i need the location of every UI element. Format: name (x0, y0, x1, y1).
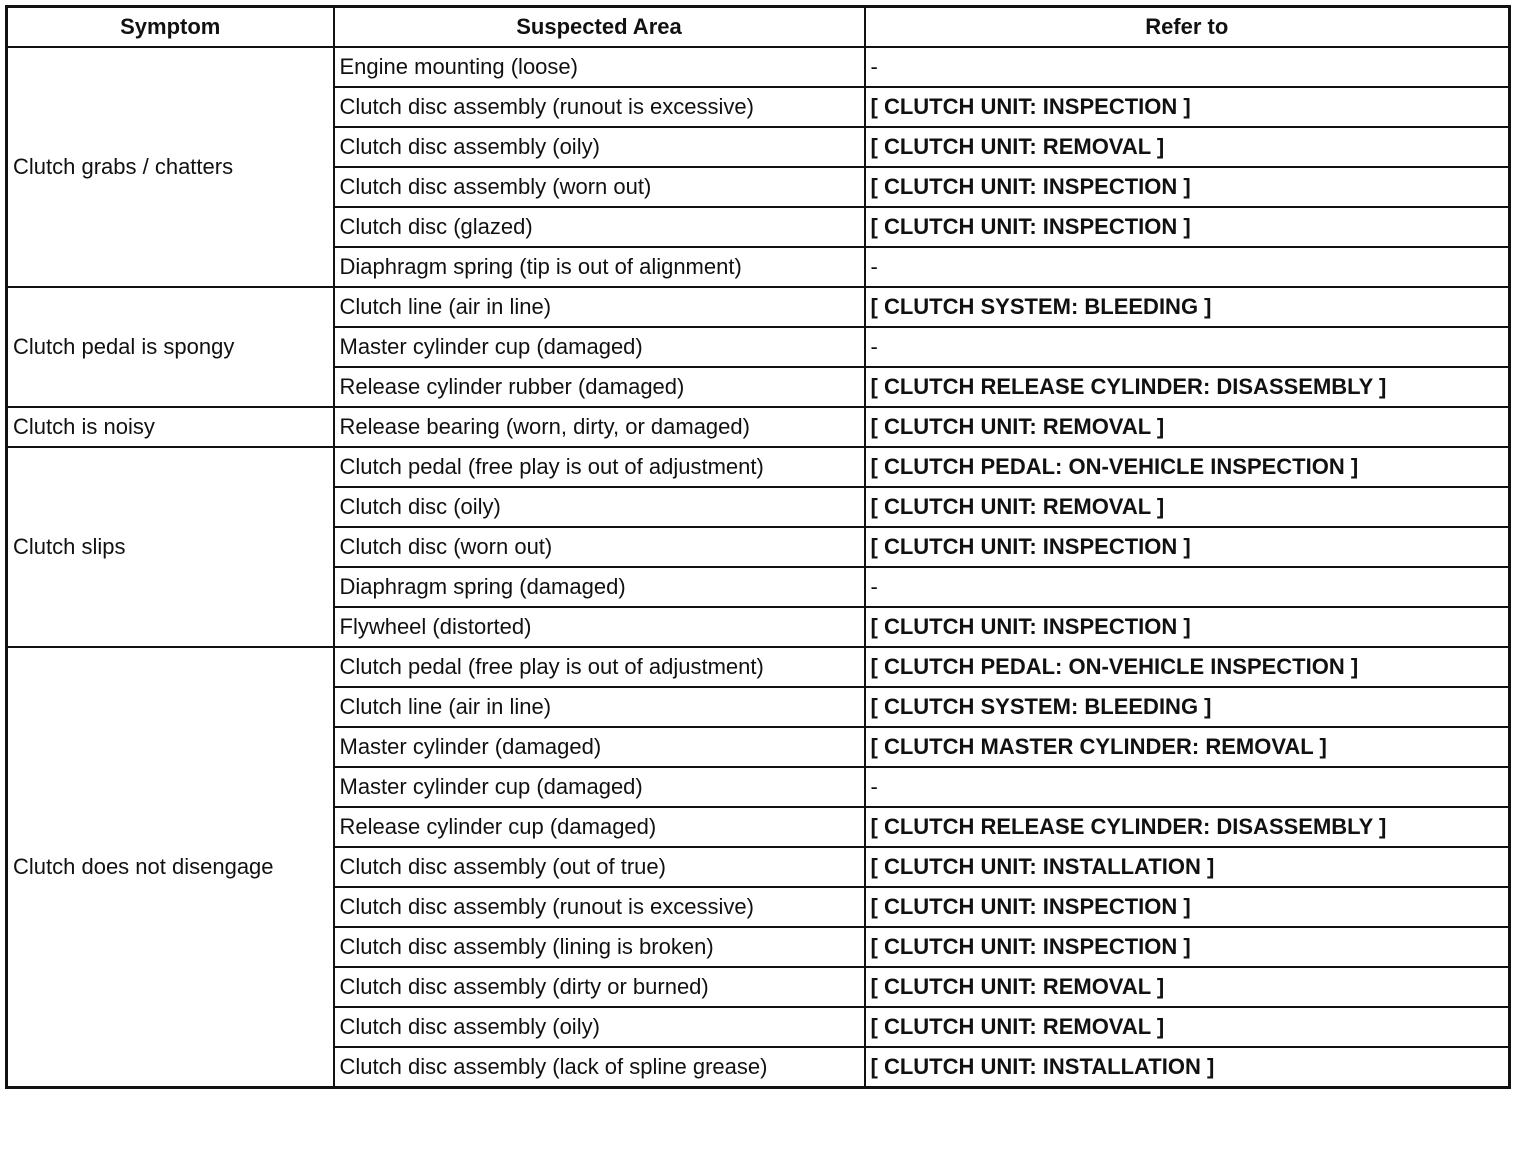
refer-to-link[interactable]: [ CLUTCH UNIT: INSPECTION ] (865, 887, 1510, 927)
refer-to-cell: - (865, 247, 1510, 287)
refer-to-link[interactable]: [ CLUTCH RELEASE CYLINDER: DISASSEMBLY ] (865, 367, 1510, 407)
refer-to-link[interactable]: [ CLUTCH MASTER CYLINDER: REMOVAL ] (865, 727, 1510, 767)
refer-to-link[interactable]: [ CLUTCH UNIT: INSTALLATION ] (865, 1047, 1510, 1088)
suspected-area-cell: Flywheel (distorted) (334, 607, 865, 647)
refer-to-cell: - (865, 767, 1510, 807)
symptom-cell: Clutch is noisy (7, 407, 334, 447)
suspected-area-cell: Release cylinder cup (damaged) (334, 807, 865, 847)
suspected-area-cell: Clutch disc assembly (out of true) (334, 847, 865, 887)
symptom-cell: Clutch does not disengage (7, 647, 334, 1088)
table-body (7, 47, 1510, 1088)
table-row (7, 287, 1510, 327)
refer-to-cell: - (865, 47, 1510, 87)
table-row (7, 407, 1510, 447)
header-symptom: Symptom (7, 7, 334, 48)
suspected-area-cell: Clutch disc assembly (lack of spline grease) (334, 1047, 865, 1088)
suspected-area-cell: Clutch line (air in line) (334, 687, 865, 727)
suspected-area-cell: Clutch disc (oily) (334, 487, 865, 527)
refer-to-link[interactable]: [ CLUTCH UNIT: REMOVAL ] (865, 1007, 1510, 1047)
suspected-area-cell: Clutch line (air in line) (334, 287, 865, 327)
symptom-cell: Clutch slips (7, 447, 334, 647)
suspected-area-cell: Master cylinder cup (damaged) (334, 327, 865, 367)
suspected-area-cell: Master cylinder (damaged) (334, 727, 865, 767)
suspected-area-cell: Diaphragm spring (damaged) (334, 567, 865, 607)
suspected-area-cell: Clutch disc assembly (dirty or burned) (334, 967, 865, 1007)
refer-to-link[interactable]: [ CLUTCH UNIT: REMOVAL ] (865, 407, 1510, 447)
table-header (7, 7, 1510, 48)
refer-to-link[interactable]: [ CLUTCH UNIT: REMOVAL ] (865, 487, 1510, 527)
troubleshooting-table (5, 5, 1511, 1089)
header-refer-to: Refer to (865, 7, 1510, 48)
suspected-area-cell: Engine mounting (loose) (334, 47, 865, 87)
refer-to-link[interactable]: [ CLUTCH UNIT: INSTALLATION ] (865, 847, 1510, 887)
refer-to-link[interactable]: [ CLUTCH UNIT: REMOVAL ] (865, 127, 1510, 167)
refer-to-link[interactable]: [ CLUTCH UNIT: REMOVAL ] (865, 967, 1510, 1007)
symptom-cell: Clutch grabs / chatters (7, 47, 334, 287)
refer-to-link[interactable]: [ CLUTCH UNIT: INSPECTION ] (865, 167, 1510, 207)
refer-to-cell: - (865, 327, 1510, 367)
suspected-area-cell: Release bearing (worn, dirty, or damaged) (334, 407, 865, 447)
suspected-area-cell: Clutch pedal (free play is out of adjustment) (334, 447, 865, 487)
suspected-area-cell: Clutch disc assembly (lining is broken) (334, 927, 865, 967)
refer-to-link[interactable]: [ CLUTCH PEDAL: ON-VEHICLE INSPECTION ] (865, 447, 1510, 487)
symptom-cell: Clutch pedal is spongy (7, 287, 334, 407)
suspected-area-cell: Clutch disc assembly (runout is excessive) (334, 887, 865, 927)
suspected-area-cell: Clutch disc assembly (oily) (334, 127, 865, 167)
refer-to-cell: - (865, 567, 1510, 607)
suspected-area-cell: Release cylinder rubber (damaged) (334, 367, 865, 407)
refer-to-link[interactable]: [ CLUTCH UNIT: INSPECTION ] (865, 607, 1510, 647)
table-row (7, 447, 1510, 487)
suspected-area-cell: Clutch pedal (free play is out of adjustment) (334, 647, 865, 687)
suspected-area-cell: Clutch disc assembly (oily) (334, 1007, 865, 1047)
table-row (7, 47, 1510, 87)
refer-to-link[interactable]: [ CLUTCH SYSTEM: BLEEDING ] (865, 687, 1510, 727)
refer-to-link[interactable]: [ CLUTCH UNIT: INSPECTION ] (865, 207, 1510, 247)
refer-to-link[interactable]: [ CLUTCH RELEASE CYLINDER: DISASSEMBLY ] (865, 807, 1510, 847)
table-row (7, 647, 1510, 687)
refer-to-link[interactable]: [ CLUTCH UNIT: INSPECTION ] (865, 527, 1510, 567)
refer-to-link[interactable]: [ CLUTCH PEDAL: ON-VEHICLE INSPECTION ] (865, 647, 1510, 687)
suspected-area-cell: Clutch disc assembly (worn out) (334, 167, 865, 207)
header-suspected-area: Suspected Area (334, 7, 865, 48)
suspected-area-cell: Diaphragm spring (tip is out of alignment) (334, 247, 865, 287)
refer-to-link[interactable]: [ CLUTCH UNIT: INSPECTION ] (865, 87, 1510, 127)
suspected-area-cell: Clutch disc assembly (runout is excessive) (334, 87, 865, 127)
suspected-area-cell: Clutch disc (worn out) (334, 527, 865, 567)
header-row (7, 7, 1510, 48)
suspected-area-cell: Master cylinder cup (damaged) (334, 767, 865, 807)
suspected-area-cell: Clutch disc (glazed) (334, 207, 865, 247)
refer-to-link[interactable]: [ CLUTCH UNIT: INSPECTION ] (865, 927, 1510, 967)
refer-to-link[interactable]: [ CLUTCH SYSTEM: BLEEDING ] (865, 287, 1510, 327)
